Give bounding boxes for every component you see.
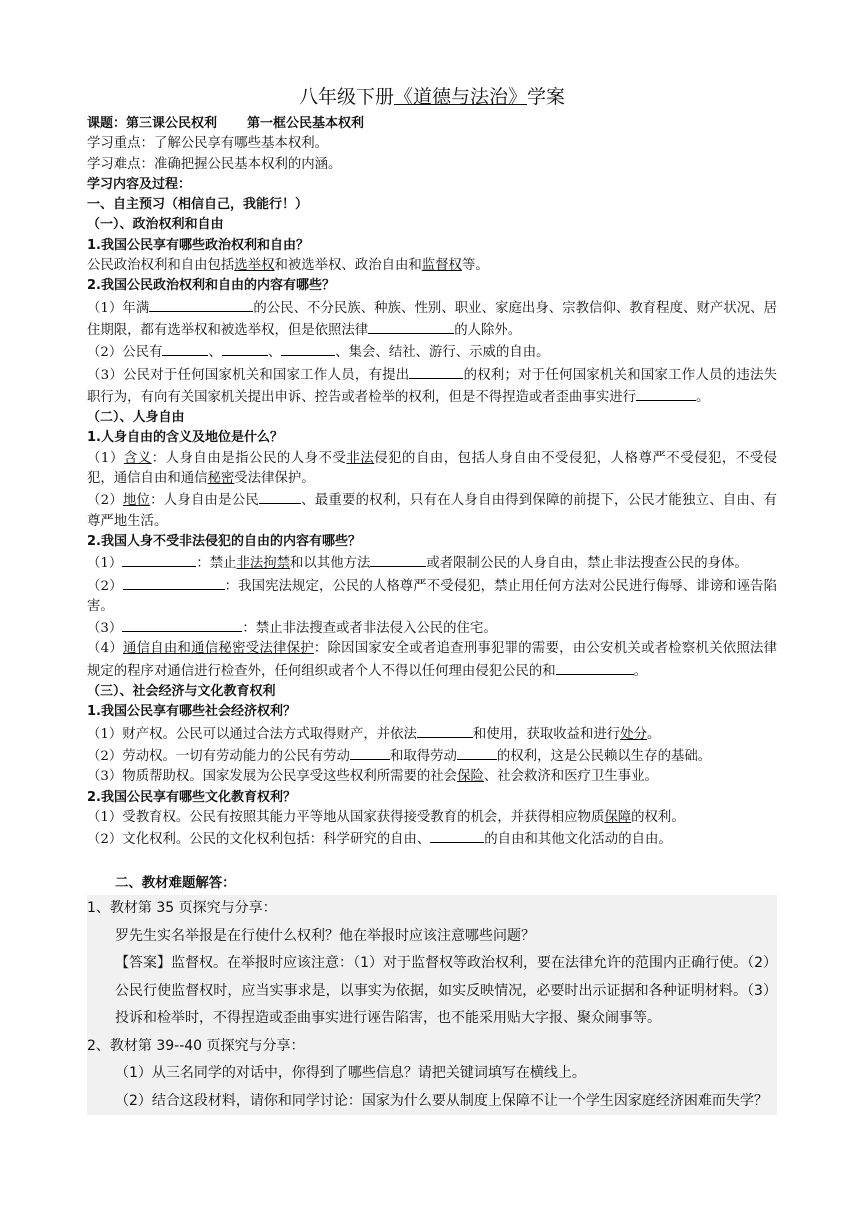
s1-question-1: 1.我国公民享有哪些政治权利和自由？ (87, 237, 309, 253)
fill-blank[interactable] (122, 617, 242, 632)
fill-blank[interactable] (281, 341, 335, 356)
process-heading: 学习内容及过程： (87, 176, 192, 192)
s2-question-2: 2.我国人身不受非法侵犯的自由的内容有哪些？ (87, 533, 361, 549)
text: 。 (696, 389, 710, 405)
text: 和取得劳动 (389, 748, 457, 764)
key-point: 学习重点：了解公民享有哪些基本权利。 (87, 136, 329, 152)
s3-content-1 (87, 808, 777, 828)
underlined-term: 地位 (122, 493, 151, 509)
s1-item-2 (87, 341, 777, 363)
title-subject: 《道德与法治》 (393, 86, 527, 108)
text: （2）文化权利。公民的文化权利包括：科学研究的自由、 (87, 832, 431, 848)
title-suffix: 学案 (527, 86, 566, 108)
s2-content-4 (87, 639, 777, 682)
text: ：我国宪法规定，公民的人格尊严不受侵犯，禁止用任何方法对公民进行侮辱、诽谤和诬告陷害。 (87, 578, 777, 614)
text: 的权利；对于任何国家机关和国家工作人员的违法失职行为，有向有关国家机关提出申诉、控告或者检举的权利，但是不得捏造或者歪曲事实进行 (87, 367, 777, 405)
s2-question-1: 1.人身自由的含义及地位是什么？ (87, 430, 283, 446)
section2-heading: （二）、人身自由 (87, 410, 185, 426)
text: 。 (633, 663, 648, 679)
underlined-term: 通信自由和通信秘密受法律保护 (123, 641, 314, 657)
text: 、社会救济和医疗卫生事业。 (483, 769, 658, 785)
text: 的人除外。 (454, 322, 522, 338)
part2-heading: 二、教材难题解答： (115, 876, 236, 891)
text: ：人身自由是公民 (150, 493, 259, 509)
text: 、 (208, 345, 222, 361)
p1-question: 罗先生实名举报是在行使什么权利？他在举报时应该注意哪些问题？ (115, 927, 535, 944)
underlined-term: 秘密 (207, 471, 235, 487)
underlined-term: 含义 (123, 450, 152, 466)
fill-blank[interactable] (417, 723, 473, 738)
topic-label: 课题： (87, 116, 127, 131)
text: 公民政治权利和自由包括 (87, 258, 235, 274)
text: 和使用，获取收益和进行 (472, 726, 621, 742)
text: ：禁止 (196, 556, 237, 572)
text: （4） (87, 641, 124, 657)
part2-section (87, 873, 777, 1115)
fill-blank[interactable] (368, 319, 454, 334)
p1-label: 1、教材第 35 页探究与分享： (87, 900, 277, 916)
topic-line (87, 114, 777, 134)
section3-heading: （三）、社会经济与文化教育权利 (87, 684, 276, 700)
text: ：禁止非法搜查或者非法侵入公民的住宅。 (242, 621, 497, 637)
text: 的权利。 (631, 809, 685, 825)
s3-item-2 (87, 745, 777, 767)
text: （1） (87, 450, 124, 466)
underlined-term: 处分 (620, 726, 647, 742)
fill-blank[interactable] (222, 341, 268, 356)
text: 。 (646, 726, 661, 742)
text: （3） (87, 621, 123, 637)
s2-item-1 (87, 449, 777, 490)
s3-item-3 (87, 767, 777, 787)
part1-heading: 一、自主预习（相信自己，我能行！） (87, 197, 309, 213)
p2-label: 2、教材第 39--40 页探究与分享： (87, 1037, 305, 1054)
underlined-term: 监督权 (421, 258, 462, 274)
section1-heading: （一）、政治权利和自由 (87, 217, 224, 233)
s3-content-2 (87, 828, 777, 850)
fill-blank[interactable] (430, 828, 484, 843)
fill-blank[interactable] (409, 364, 463, 379)
fill-blank[interactable] (636, 386, 696, 401)
s1-answer-1 (87, 256, 777, 276)
page-title (87, 84, 777, 110)
s3-item-1 (87, 723, 777, 745)
text: （2）公民有 (87, 345, 163, 361)
p1-answer: 【答案】监督权。在举报时应该注意：（1）对于监督权等政治权利，要在法律允许的范围内正确行使。（2）公民行使监督权时，应当实事求是，以事实为依据，如实反映情况，必要时出示证据和各种证明材料。（3）投诉和检举时，不得捏造或歪曲事实进行诬告陷害，也不能采用贴大字报、聚众闹事等。 (115, 955, 777, 1026)
text: （1）财产权。公民可以通过合法方式取得财产，并依法 (87, 726, 417, 742)
text: （1）年满 (87, 300, 150, 316)
underlined-term: 保障 (604, 809, 632, 825)
s1-item-1 (87, 297, 777, 342)
underlined-term: 选举权 (234, 258, 275, 274)
text: 和以其他方法 (290, 556, 371, 572)
s3-question-1: 1.我国公民享有哪些社会经济权利？ (87, 704, 296, 720)
topic-section: 第一框公民基本权利 (247, 116, 365, 131)
fill-blank[interactable] (162, 341, 208, 356)
fill-blank[interactable] (149, 297, 253, 312)
fill-blank[interactable] (457, 745, 497, 760)
s2-content-1 (87, 552, 777, 574)
fill-blank[interactable] (556, 660, 634, 675)
underlined-term: 非法拘禁 (236, 556, 291, 572)
text: 的公民、不分民族、种族、性别、职业、家庭出身、宗教信仰、教育程度、财产 (253, 300, 724, 316)
text: 状况、居住期限，都有选举权和被选举权，但是依照法律 (87, 300, 778, 338)
text: 受法律保护。 (234, 471, 315, 487)
text: （3）物质帮助权。国家发展为公民享受这些权利所需要的社会 (87, 769, 458, 785)
part2-box (87, 895, 777, 1115)
underlined-term: 保险 (457, 769, 484, 785)
fill-blank[interactable] (350, 745, 390, 760)
text: 侵犯的自由，包括人身自由不受侵犯，人格尊严不受侵犯，不受侵犯，通信自由和通信 (87, 450, 778, 487)
fill-blank[interactable] (259, 489, 301, 504)
text: 或者限制公民的人身自由，禁止非法搜查公民的身体。 (426, 556, 748, 572)
text: （1） (87, 556, 123, 572)
s2-item-2 (87, 489, 777, 532)
text: 的自由和其他文化活动的自由。 (484, 832, 672, 848)
fill-blank[interactable] (123, 575, 225, 590)
text: ：人身自由是指公民的人身不受 (151, 450, 347, 466)
text: 等。 (461, 258, 489, 274)
text: 、集会、结社、游行、示威的自由。 (335, 345, 550, 361)
s1-item-3 (87, 364, 777, 409)
text: 的权利，这是公民赖以生存的基础。 (496, 748, 712, 764)
fill-blank[interactable] (370, 552, 426, 567)
s2-content-3 (87, 617, 777, 639)
p2-question-2: （2）结合这段材料，请你和同学讨论：国家为什么要从制度上保障不让一个学生因家庭经济困难而失学？ (115, 1092, 768, 1109)
text: （3）公民对于任何国家机关和国家工作人员，有提出 (87, 367, 410, 383)
text: ：除因国家安全或者追查刑事犯罪的需要，由公安机关或者检察机关依照法律规定的程序对通信进行检查外，任何组织或者个人不得以任何理由侵犯公民的和 (87, 641, 778, 679)
text: （1）受教育权。公民有按照其能力平等地从国家获得接受教育的机会，并获得相应物质 (87, 809, 605, 825)
s3-question-2: 2.我国公民享有哪些文化教育权利？ (87, 789, 296, 805)
text: （2）劳动权。一切有劳动能力的公民有劳动 (87, 748, 350, 764)
text: 、最重要的权利，只有在人身自由得到保障的前提下，公民才能独立、自由、有尊严地生活。 (87, 493, 777, 529)
title-prefix: 八年级下册 (298, 86, 394, 108)
p2-question-1: （1）从三名同学的对话中，你得到了哪些信息？请把关键词填写在横线上。 (115, 1065, 586, 1081)
text: （2） (87, 493, 123, 509)
text: （2） (87, 578, 123, 594)
worksheet (87, 84, 777, 850)
text: 和被选举权、政治自由和 (274, 258, 422, 274)
s1-question-2: 2.我国公民政治权利和自由的内容有哪些？ (87, 278, 335, 294)
difficulty: 学习难点：准确把握公民基本权利的内涵。 (87, 156, 342, 172)
underlined-term: 非法 (346, 450, 375, 466)
fill-blank[interactable] (122, 552, 196, 567)
s2-content-2 (87, 575, 777, 618)
text: 、 (267, 345, 282, 361)
topic-lesson: 第三课公民权利 (126, 116, 218, 131)
